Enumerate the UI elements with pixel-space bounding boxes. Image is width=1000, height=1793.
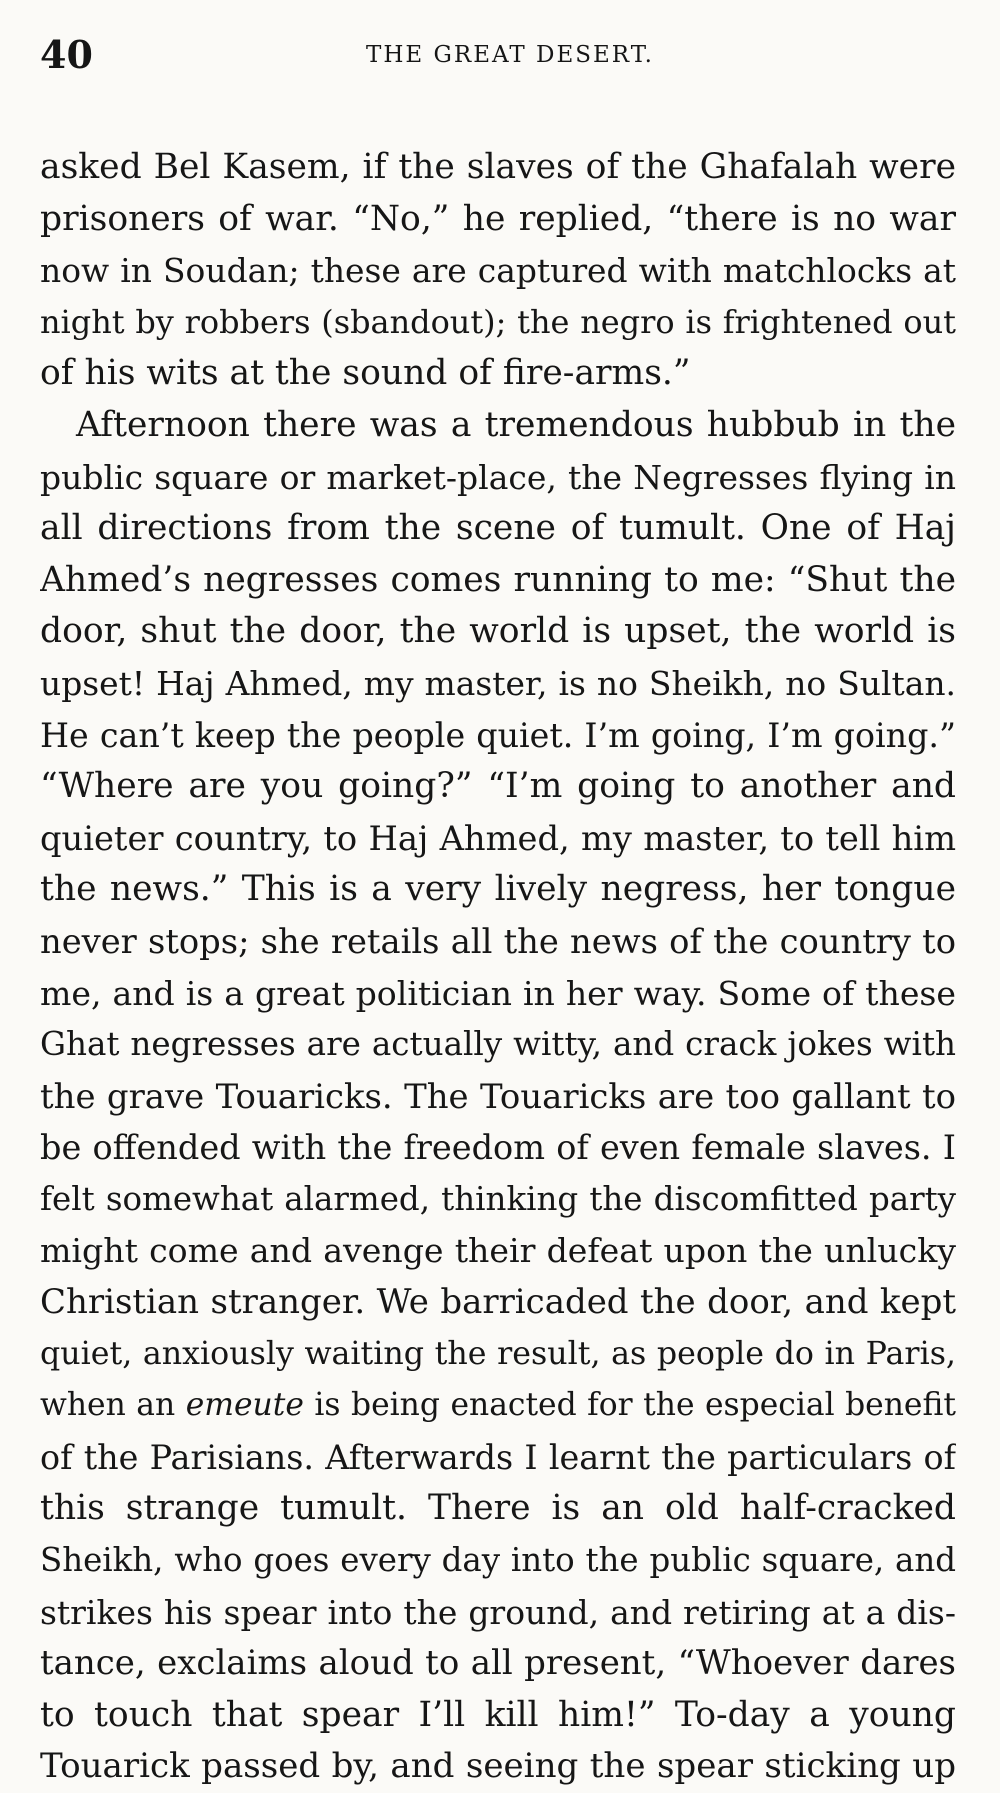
paragraph-1 xyxy=(40,142,956,400)
running-title: THE GREAT DESERT. xyxy=(366,42,654,68)
text-line: when an emeute is being enacted for the especial benefit xyxy=(40,1387,956,1424)
text-line: of the Parisians. Afterwards I learnt the particulars of xyxy=(40,1437,956,1477)
text-line: be offended with the freedom of even female slaves. I xyxy=(40,1128,956,1168)
text-line: Ahmed’s negresses comes running to me: “Shut the xyxy=(40,559,956,600)
text-line: asked Bel Kasem, if the slaves of the Ghafalah were xyxy=(40,147,956,187)
paragraph-2 xyxy=(40,400,956,1793)
body-text xyxy=(40,142,956,1793)
text-line: Afternoon there was a tremendous hubbub in the xyxy=(76,404,956,445)
text-line: never stops; she retails all the news of the country to xyxy=(40,921,956,961)
text-line: strikes his spear into the ground, and retiring at a dis- xyxy=(40,1592,956,1632)
text-line: Touarick passed by, and seeing the spear sticking up xyxy=(40,1746,956,1787)
text-line: upset! Haj Ahmed, my master, is no Sheikh, no Sultan. xyxy=(40,663,956,703)
text-line: Ghat negresses are actually witty, and crack jokes with xyxy=(40,1025,956,1064)
page-number: 40 xyxy=(40,32,93,77)
text-line: all directions from the scene of tumult. One of Haj xyxy=(40,508,956,549)
text-line: He can’t keep the people quiet. I’m going, I’m going.” xyxy=(40,715,956,755)
running-head xyxy=(40,32,956,88)
text-line: door, shut the door, the world is upset, the world is xyxy=(40,611,956,652)
text-line: Christian stranger. We barricaded the door, and kept xyxy=(40,1282,956,1323)
text-line: the grave Touaricks. The Touaricks are too gallant to xyxy=(40,1076,956,1116)
text-line: Sheikh, who goes every day into the public square, and xyxy=(40,1541,956,1580)
text-line: “Where are you going?” “I’m going to another and xyxy=(40,766,956,807)
text-line: the news.” This is a very lively negress, her tongue xyxy=(40,869,956,910)
text-line: public square or market-place, the Negresses flying in xyxy=(40,457,956,497)
text-line: might come and avenge their defeat upon the unlucky xyxy=(40,1231,956,1271)
text-line: night by robbers (sbandout); the negro is frightened out xyxy=(40,302,956,341)
text-line: prisoners of war. “No,” he replied, “there is no war xyxy=(40,198,956,239)
text-line: tance, exclaims aloud to all present, “Whoever dares xyxy=(40,1643,956,1684)
text-line: felt somewhat alarmed, thinking the discomfitted party xyxy=(40,1179,956,1218)
text-line: of his wits at the sound of fire-arms.” xyxy=(40,353,691,394)
text-line: this strange tumult. There is an old half-cracked xyxy=(40,1488,956,1529)
text-line: now in Soudan; these are captured with matchlocks at xyxy=(40,251,956,291)
text-line: to touch that spear I’ll kill him!” To-day a young xyxy=(40,1694,956,1735)
text-line: me, and is a great politician in her way. Some of these xyxy=(40,973,956,1013)
text-line: quieter country, to Haj Ahmed, my master, to tell him xyxy=(40,818,956,858)
text-line: quiet, anxiously waiting the result, as people do in Paris, xyxy=(40,1335,956,1372)
